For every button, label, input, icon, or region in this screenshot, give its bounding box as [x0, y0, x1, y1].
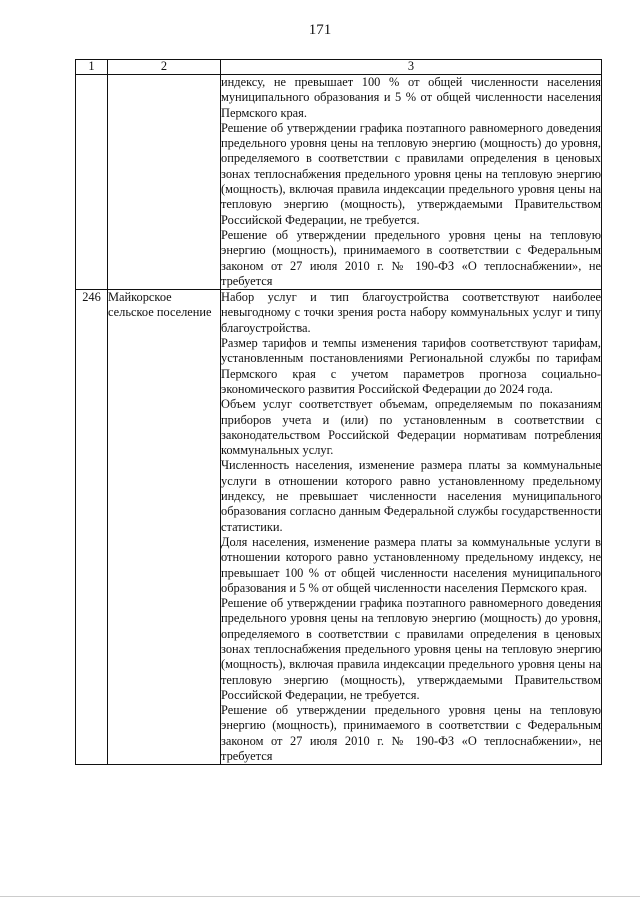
header-col-2: 2 [108, 60, 221, 75]
description-cell [221, 75, 602, 290]
paragraph: Решение об утверждении графика поэтапного равномерного доведения предельного уровня цены на тепловую энергию (мощность) до уровня, определяемого в соответствии с правилами определения в ценовых зонах теплоснабжения предельного уровня цены на тепловую энергию (мощность), включая правила индексации предельного уровня цены на тепловую энергию (мощность), утверждаемыми Правительством Российской Федерации, не требуется. [221, 596, 601, 702]
table-row [76, 290, 602, 765]
paragraph: индексу, не превышает 100 % от общей численности населения муниципального образования и 5 % от общей численности населения Пермского края. [221, 75, 601, 120]
page-bottom-edge [0, 896, 640, 897]
paragraph: Решение об утверждении предельного уровня цены на тепловую энергию (мощность), принимаемого в соответствии с Федеральным законом от 27 июля 2010 г. № 190-ФЗ «О теплоснабжении», не требуется [221, 227, 601, 288]
settlement-name-cell [108, 75, 221, 290]
paragraph: Размер тарифов и темпы изменения тарифов соответствуют тарифам, установленным постановлениями Региональной службы по тарифам Пермского края с учетом параметров прогноза социально-экономического развития Российской Федерации до 2024 года. [221, 336, 601, 396]
description-cell [221, 290, 602, 765]
page-number: 171 [308, 22, 332, 38]
table-row [76, 75, 602, 290]
header-col-1: 1 [76, 60, 108, 75]
paragraph: Набор услуг и тип благоустройства соответствуют наиболее невыгодному с точки зрения роста набору коммунальных услуг и типу благоустройства. [221, 290, 601, 335]
paragraph: Решение об утверждении графика поэтапного равномерного доведения предельного уровня цены на тепловую энергию (мощность) до уровня, определяемого в соответствии с правилами определения в ценовых зонах теплоснабжения предельного уровня цены на тепловую энергию (мощность), включая правила индексации предельного уровня цены на тепловую энергию (мощность), утверждаемыми Правительством Российской Федерации, не требуется. [221, 120, 601, 227]
paragraph: Численность населения, изменение размера платы за коммунальные услуги в отношении которого равно установленному предельному индексу, не превышает численности населения муниципального образования согласно данным Федеральной службы государственности статистики. [221, 458, 601, 534]
header-col-3: 3 [221, 60, 602, 75]
paragraph: Решение об утверждении предельного уровня цены на тепловую энергию (мощность), принимаемого в соответствии с Федеральным законом от 27 июля 2010 г. № 190-ФЗ «О теплоснабжении», не требуется [221, 703, 601, 764]
paragraph: Объем услуг соответствует объемам, определяемым по показаниям приборов учета и (или) по установленным в соответствии с законодательством Российской Федерации нормативам потребления коммунальных услуг. [221, 397, 601, 458]
paragraph: Доля населения, изменение размера платы за коммунальные услуги в отношении которого равно установленному предельному индексу, не превышает 100 % от общей численности населения муниципального образования и 5 % от общей численности населения Пермского края. [221, 534, 601, 595]
document-table [75, 59, 602, 765]
row-number-cell: 246 [76, 290, 108, 765]
table-header-row [76, 60, 602, 75]
settlement-name-cell: Майкорское сельское поселение [108, 290, 221, 765]
row-number-cell [76, 75, 108, 290]
